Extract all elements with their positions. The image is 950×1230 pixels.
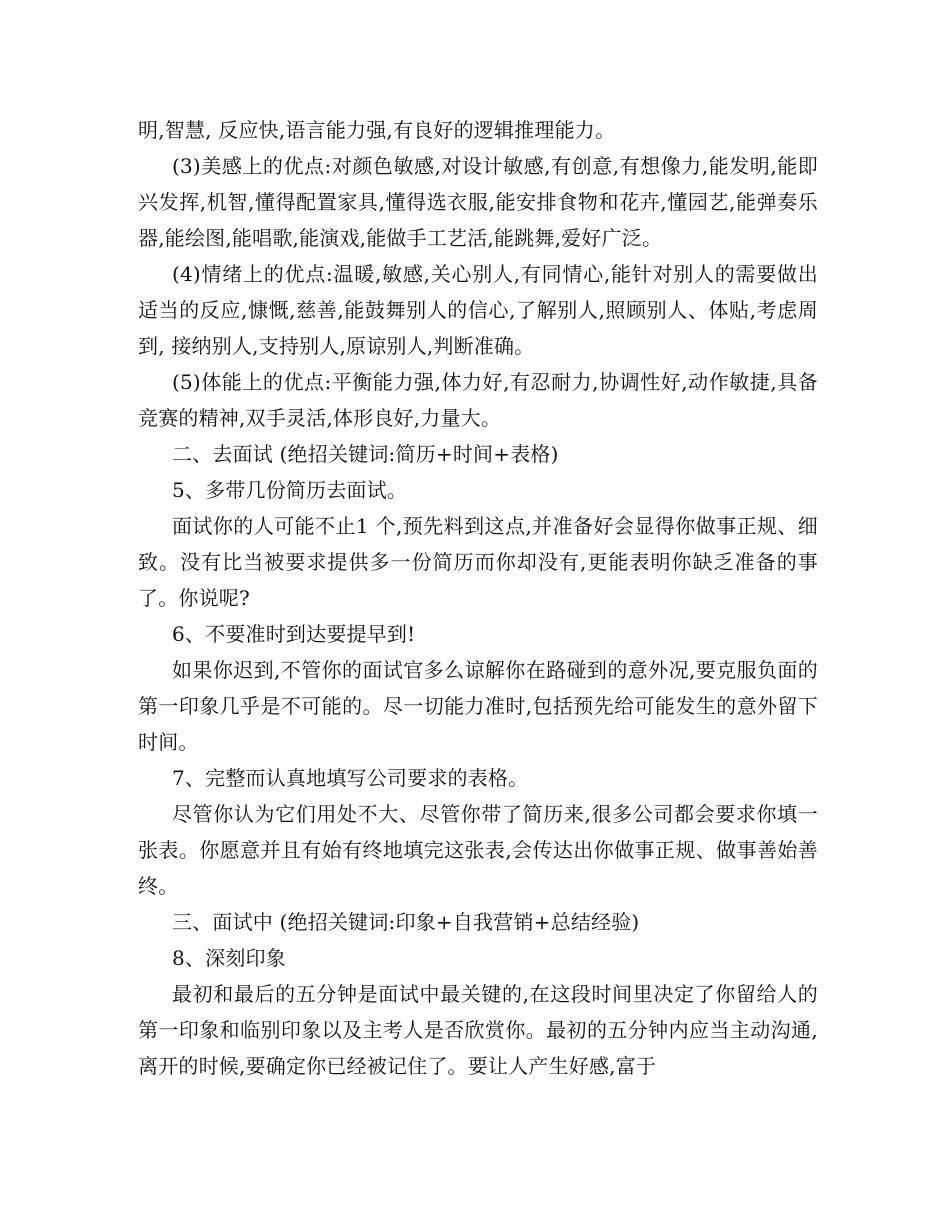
paragraph-emotional-strengths: (4)情绪上的优点:温暖,敏感,关心别人,有同情心,能针对别人的需要做出适当的反应,慷慨,慈善,能鼓舞别人的信心,了解别人,照顾别人、体贴,考虑周到, 接纳别人,支持别人,原谅别人,判断准确。 <box>138 262 818 358</box>
document-body <box>138 112 818 1084</box>
tip-body-7: 尽管你认为它们用处不大、尽管你带了简历来,很多公司都会要求你填一张表。你愿意并且有始有终地填完这张表,会传达出你做事正规、做事善始善终。 <box>138 802 818 898</box>
tip-body-8: 最初和最后的五分钟是面试中最关键的,在这段时间里决定了你留给人的第一印象和临别印象以及主考人是否欣赏你。最初的五分钟内应当主动沟通,离开的时候,要确定你已经被记住了。要让人产生好感,富于 <box>138 982 818 1078</box>
tip-heading-8: 8、深刻印象 <box>172 946 286 970</box>
section-heading-during-interview: 三、面试中 (绝招关键词:印象+自我营销+总结经验) <box>172 910 640 934</box>
tip-body-5: 面试你的人可能不止1 个,预先料到这点,并准备好会显得你做事正规、细致。没有比当被要求提供多一份简历而你却没有,更能表明你缺乏准备的事了。你说呢? <box>138 514 818 610</box>
tip-body-6: 如果你迟到,不管你的面试官多么谅解你在路碰到的意外况,要克服负面的第一印象几乎是不可能的。尽一切能力准时,包括预先给可能发生的意外留下时间。 <box>138 658 818 754</box>
paragraph-continuation: 明,智慧, 反应快,语言能力强,有良好的逻辑推理能力。 <box>138 118 616 142</box>
tip-heading-5: 5、多带几份简历去面试。 <box>172 478 408 502</box>
tip-heading-6: 6、不要准时到达要提早到! <box>172 622 416 646</box>
paragraph-aesthetic-strengths: (3)美感上的优点:对颜色敏感,对设计敏感,有创意,有想像力,能发明,能即兴发挥,机智,懂得配置家具,懂得选衣服,能安排食物和花卉,懂园艺,能弹奏乐器,能绘图,能唱歌,能演戏,能做手工艺活,能跳舞,爱好广泛。 <box>138 154 818 250</box>
paragraph-physical-strengths: (5)体能上的优点:平衡能力强,体力好,有忍耐力,协调性好,动作敏捷,具备竞赛的精神,双手灵活,体形良好,力量大。 <box>138 370 818 430</box>
section-heading-interview-prep: 二、去面试 (绝招关键词:简历+时间+表格) <box>172 442 559 466</box>
tip-heading-7: 7、完整而认真地填写公司要求的表格。 <box>172 766 529 790</box>
